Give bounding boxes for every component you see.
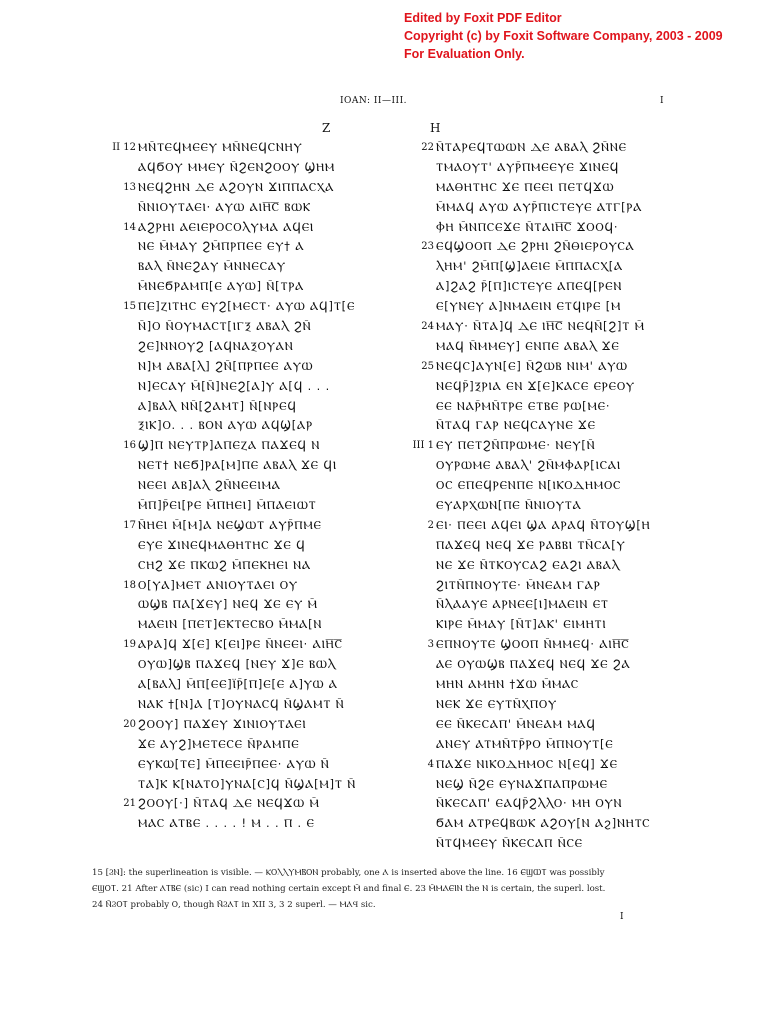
text-line <box>100 436 400 456</box>
coptic-text: Ⲁ]ⲂⲀⲖ ⲚⲚ̄[ϨⲀⲘⲦ] Ⲛ̄[ⲚⲢⲈϤ <box>138 399 297 413</box>
coptic-text: ⲚⲀⲔ †[Ⲛ]Ⲁ [Ⲧ]ⲞⲨⲚⲀⲤϤ Ⲛ̄ϢⲀⲘⲦ Ⲛ̄ <box>138 697 345 711</box>
coptic-text: ⲀⲢⲀ]Ϥ Ϫ[Ⲉ] Ⲕ[ⲈⲒ]ⲢⲈ Ⲛ̄ⲚⲈⲈⲒ· ⲀⲒⲎ̅Ⲥ̅ <box>138 638 343 652</box>
text-line <box>398 357 698 377</box>
coptic-text: Ⲉ[ⲨⲚⲈⲨ Ⲁ]ⲚⲘⲀⲈⲒⲚ ⲈⲦϤⲒⲢⲈ [Ⲙ <box>436 300 622 314</box>
coptic-text: ⲘⲀϤ Ⲛ̄ⲘⲘⲈⲨ] ⲈⲚⲠⲈ ⲀⲂⲀⲖ ϪⲈ <box>436 339 620 353</box>
text-line <box>100 357 400 377</box>
coptic-text: ⲈⲈ ⲚⲀⲢ̄ⲘⲚ̄ⲦⲢⲈ ⲈⲦⲂⲈ ⲢⲰ[ⲘⲈ· <box>436 399 611 413</box>
text-line <box>100 257 400 277</box>
left-text-column <box>100 138 400 834</box>
coptic-text: Ⲛ̄ⲎⲈⲒ Ⲙ̄[Ⲙ]Ⲁ ⲚⲈϢⲰⲦ ⲀⲨⲢ̄ⲠⲘⲈ <box>138 518 322 532</box>
text-line <box>398 755 698 775</box>
coptic-text: ⲚⲈϤⲢ̄]ⲜⲢⲒⲀ ⲈⲚ Ϫ[Ⲉ]ⲔⲀⲤⲈ ⲈⲢⲈⲞⲨ <box>436 379 635 393</box>
text-line <box>398 476 698 496</box>
text-line <box>100 675 400 695</box>
text-line <box>398 178 698 198</box>
text-line <box>398 655 698 675</box>
verse-number: 14 <box>123 221 136 233</box>
text-line <box>398 436 698 456</box>
coptic-text: Ⲟ[ⲨⲀ]ⲘⲈⲦ ⲀⲚⲒⲞⲨⲦⲀⲈⲒ ⲞⲨ <box>138 578 298 592</box>
text-line <box>100 516 400 536</box>
coptic-text: ϨⲞⲞⲨ] ⲠⲀϪⲈⲨ ϪⲒⲚⲒⲞⲨⲦⲀⲈⲒ <box>138 717 307 731</box>
coptic-text: ϬⲀⲘ ⲀⲦⲢⲈϤⲂⲰⲔ ⲀϨⲞⲨ[Ⲛ Ⲁϩ]ⲚⲎⲦⲤ <box>436 817 651 831</box>
coptic-text: Ⲛ̄ⲦⲀⲢⲈϤⲦⲰⲰⲚ ⲆⲈ ⲀⲂⲀⲖ ϨⲚ̄ⲚⲈ <box>436 141 627 154</box>
text-line <box>100 576 400 596</box>
coptic-text: ⲪⲎ Ⲙ̄ⲚⲠⲤⲈϪⲈ Ⲛ̄ⲦⲀⲒⲎ̅Ⲥ̅ ϪⲞⲞϤ· <box>436 220 619 234</box>
verse-number: 21 <box>123 798 136 810</box>
coptic-text: Ⲁ[ⲂⲀⲖ] Ⲙ̄Ⲡ[ⲈⲈ]Ⲓ̈Ⲣ̄[Ⲡ]Ⲉ[Ⲉ Ⲁ]ⲨⲰ Ⲁ <box>138 678 338 692</box>
text-line <box>100 695 400 715</box>
coptic-text: ⲈⲨⲀⲢⲬⲰⲚ[ⲠⲈ Ⲛ̄ⲚⲒⲞⲨⲦⲀ <box>436 499 582 513</box>
text-line <box>100 337 400 357</box>
coptic-text: ⲈϤϢⲞⲞⲠ ⲆⲈ ϨⲢⲎⲒ ϨⲚ̄ⲐⲒⲈⲢⲞⲨⲤⲀ <box>436 240 635 254</box>
running-title: IOAN: II—III. <box>340 96 408 106</box>
text-line <box>398 456 698 476</box>
text-line <box>398 715 698 735</box>
text-line <box>398 397 698 417</box>
coptic-text: Ϣ]Ⲡ ⲚⲈⲨⲦⲢ]ⲀⲠⲈⲌⲀ ⲠⲀϪⲈϤ Ⲛ <box>138 439 321 453</box>
text-line <box>100 456 400 476</box>
coptic-text: Ⲛ̄ⲔⲈⲤⲀⲠ' ⲈⲀϤⲢ̄ϨⲖⲖⲞ· ⲘⲎ ⲞⲨⲚ <box>436 797 623 811</box>
text-line <box>100 138 400 158</box>
coptic-text: Ⲛ]Ⲙ ⲀⲂⲀ[Ⲗ] ϨⲚ̄[ⲠⲢⲠⲈⲈ ⲀⲨⲰ <box>138 359 314 373</box>
coptic-text: ⲰϢⲂ ⲠⲀ[ϪⲈⲨ] ⲚⲈϤ ϪⲈ ⲈⲨ Ⲙ̄ <box>138 598 318 612</box>
text-line <box>398 317 698 337</box>
text-line <box>398 576 698 596</box>
verse-number: 25 <box>421 360 434 372</box>
coptic-text: ⲞⲤ ⲈⲠⲈϤⲢⲈⲚⲠⲈ Ⲛ[ⲒⲔⲞⲆⲎⲘⲞⲤ <box>436 479 622 493</box>
verse-number: 23 <box>421 241 434 253</box>
text-line <box>100 715 400 735</box>
coptic-text: Ⲙ̄ⲘⲀϤ ⲀⲨⲰ ⲀⲨⲢ̄ⲠⲒⲤⲦⲈⲨⲈ ⲀⲦⲄ[ⲢⲀ <box>436 200 643 214</box>
coptic-text: ⲚⲈϤⲤ]ⲀⲨⲚ[Ⲉ] Ⲛ̄ϨⲰⲂ ⲚⲒⲘ' ⲀⲨⲰ <box>436 359 628 373</box>
coptic-text: ϨⲈ]ⲚⲚⲞⲨϨ [ⲀϤⲚⲀⲜⲞⲨⲀⲚ <box>138 339 294 353</box>
evaluation-watermark <box>404 9 764 63</box>
coptic-text: ⲈⲨ ⲠⲈⲦϨⲚ̄ⲠⲢⲰⲘⲈ· ⲚⲈⲨ[Ⲛ̄ <box>436 439 596 453</box>
coptic-text: Ⲛ̄]Ⲟ Ⲛ̄ⲞⲨⲘⲀⲤⲦ[ⲒⲄⲜ ⲀⲂⲀⲖ ϨⲚ̄ <box>138 320 312 334</box>
coptic-text: ⲘⲀⲐⲎⲦⲎⲤ ϪⲈ ⲠⲈⲈⲒ ⲠⲈⲦϤϪⲰ <box>436 180 615 194</box>
coptic-text: Ⲛ̄ⲦϤⲘⲈⲈⲨ Ⲛ̄ⲔⲈⲤⲀⲠ Ⲛ̄ⲤⲈ <box>436 837 583 851</box>
text-line <box>100 317 400 337</box>
coptic-text: Ⲛ̄ⲦⲀϤ ⲄⲀⲢ ⲚⲈϤⲤⲀⲨⲚⲈ ϪⲈ <box>436 419 596 433</box>
footnote-line-2: ⲈϢⲞⲦ. 21 After ⲀⲦⲂⲈ (sic) I can read nothing certain except Ⲙ̄ and final Ⲉ. 23 Ⲙ̄ⲘⲀⲈⲒⲚ the Ⲛ is certain, the superl. lost. <box>92 884 606 894</box>
coptic-text: ⲘⲀⲈⲒⲚ [ⲠⲈⲦ]ⲈⲔⲦⲈⲤⲂⲞ Ⲙ̄ⲘⲀ[Ⲛ <box>138 618 323 632</box>
coptic-text: ⲠⲀϪⲈ ⲚⲒⲔⲞⲆⲎⲘⲞⲤ Ⲛ[ⲈϤ] ϪⲈ <box>436 757 618 771</box>
coptic-text: ⲚⲈϢ Ⲛ̄ϨⲈ ⲈⲨⲚⲀϪⲠⲀⲠⲢⲰⲘⲈ <box>436 777 608 791</box>
coptic-text: ϨⲒⲦⲚ̄ⲠⲚⲞⲨⲦⲈ· Ⲙ̄ⲚⲈⲀⲘ ⲄⲀⲢ <box>436 578 601 592</box>
text-line <box>100 615 400 635</box>
coptic-text: Ⲙ̄ⲚⲈϬⲢⲀⲘⲠ[Ⲉ ⲀⲨⲰ] Ⲛ̄[ⲦⲢⲀ <box>138 280 305 294</box>
verse-number: 18 <box>123 579 136 591</box>
page-number: I <box>660 96 665 106</box>
text-line <box>398 834 698 854</box>
text-line <box>398 536 698 556</box>
text-line <box>398 297 698 317</box>
text-line <box>398 675 698 695</box>
coptic-text: Ⲙ̄Ⲡ]Ⲣ̄ⲈⲒ[ⲢⲈ Ⲙ̄ⲠⲎⲈⲒ] Ⲙ̄ⲠⲀⲈⲒⲰⲦ <box>138 499 317 513</box>
verse-number: 13 <box>123 181 136 193</box>
text-line <box>398 556 698 576</box>
coptic-text: ⲀϨⲢⲎⲒ ⲀⲈⲒⲈⲢⲞⲤⲞⲖⲨⲘⲀ ⲀϤⲈⲒ <box>138 220 315 234</box>
coptic-text: ⲜⲒⲔ]Ⲟ. . . ⲂⲞⲚ ⲀⲨⲰ ⲀϤϢ[ⲀⲢ <box>138 419 313 433</box>
coptic-text: ⲘⲎⲚ ⲀⲘⲎⲚ †ϪⲰ Ⲙ̄ⲘⲀⲤ <box>436 678 580 692</box>
coptic-text: ⲤⲎϨ ϪⲈ ⲠⲔⲰϨ Ⲙ̄ⲠⲈⲔⲎⲈⲒ ⲚⲀ <box>138 558 311 572</box>
coptic-text: ⲚⲈϤϨⲎⲚ ⲆⲈ ⲀϨⲞⲨⲚ ϪⲒⲠⲠⲀⲤⲬⲀ <box>138 180 335 194</box>
coptic-text: ⲦⲘⲀⲞⲨⲦ' ⲀⲨⲢ̄ⲠⲘⲈⲈⲨⲈ ϪⲒⲚⲈϤ <box>436 160 620 174</box>
verse-number: II 12 <box>112 142 136 153</box>
footnote-line-1: 15 [ϨⲚ]: the superlineation is visible. — ⲔⲞⲖⲖⲨⲘⲂⲞⲚ probably, one Ⲁ is inserted above the line. 16 ⲈϢⲰⲦ was possibly <box>92 868 605 878</box>
text-line <box>100 536 400 556</box>
text-line <box>398 198 698 218</box>
coptic-text: ⲚⲈⲈⲒ ⲀⲂ]ⲀⲖ ϨⲚ̄ⲚⲈⲈⲒⲘⲀ <box>138 479 281 493</box>
verse-number: 19 <box>123 639 136 651</box>
coptic-text: ⲈⲠⲚⲞⲨⲦⲈ ϢⲞⲞⲠ Ⲛ̄ⲘⲘⲈϤ· ⲀⲒⲎ̅Ⲥ̅ <box>436 638 630 652</box>
coptic-text: ⲀϤϬⲞⲨ ⲘⲘⲈⲨ Ⲛ̄ϨⲈⲚϨⲞⲞⲨ ϢⲎⲘ <box>138 160 336 174</box>
text-line <box>398 794 698 814</box>
text-line <box>100 476 400 496</box>
text-line <box>398 257 698 277</box>
text-line <box>398 775 698 795</box>
text-line <box>398 377 698 397</box>
signature-mark: I <box>620 912 624 922</box>
verse-number: 24 <box>421 321 434 333</box>
verse-number: 4 <box>427 758 434 770</box>
left-column-title: Z <box>322 121 331 135</box>
coptic-text: ⲀⲚⲈⲨ ⲀⲦⲘⲚ̄ⲦⲢ̄ⲢⲞ Ⲙ̄ⲠⲚⲞⲨⲦ[Ⲉ <box>436 737 614 751</box>
coptic-text: Ⲛ]ⲈⲤⲀⲨ Ⲙ̄[Ⲛ̄]ⲚⲈϨ[Ⲁ]Ⲩ Ⲁ[Ϥ . . . <box>138 379 331 393</box>
coptic-text: ⲞⲨⲰ]ϢⲂ ⲠⲀϪⲈϤ [ⲚⲈⲨ Ϫ]Ⲉ ⲂⲰⲖ <box>138 658 336 672</box>
text-line <box>398 595 698 615</box>
coptic-text: ⲂⲀⲖ Ⲛ̄ⲚⲈϨⲀⲨ Ⲙ̄ⲚⲚⲈⲤⲀⲨ <box>138 260 286 274</box>
text-line <box>100 595 400 615</box>
coptic-text: ⲘⲀⲤ ⲀⲦⲂⲈ . . . . ! Ⲙ . . Ⲡ . Ⲉ <box>138 817 315 831</box>
text-line <box>100 635 400 655</box>
text-line <box>398 735 698 755</box>
text-line <box>100 237 400 257</box>
text-line <box>100 277 400 297</box>
coptic-text: ⲘⲚ̄ⲦⲈϤⲘⲈⲈⲨ ⲘⲚ̄ⲚⲈϤⲤⲚⲎⲨ <box>138 141 303 154</box>
text-line <box>100 397 400 417</box>
text-line <box>398 416 698 436</box>
verse-number: 2 <box>427 519 434 531</box>
right-column-title: H <box>430 121 441 135</box>
coptic-text: ⲀⲈ ⲞⲨⲰϢⲂ ⲠⲀϪⲈϤ ⲚⲈϤ ϪⲈ ϨⲀ <box>436 658 631 672</box>
footnote-line-3: 24 Ⲛ̄ϨⲞⲦ probably Ⲟ, though Ⲛ̄ϨⲀⲦ in XII 3, 3 2 superl. — ⲘⲀϤ sic. <box>92 900 376 910</box>
coptic-text: ⲦⲀ]Ⲕ Ⲕ[ⲚⲀⲦⲞ]ⲨⲚⲀ[Ⲥ]Ϥ Ⲛ̄ϢⲀ[Ⲙ]Ⲧ Ⲛ̄ <box>138 777 357 791</box>
text-line <box>100 775 400 795</box>
coptic-text: ⲚⲈ Ⲙ̄ⲘⲀⲨ ϨⲘ̄ⲠⲢⲠⲈⲈ ⲈⲨ† Ⲁ <box>138 240 305 254</box>
text-line <box>398 138 698 158</box>
watermark-line-2: Copyright (c) by Foxit Software Company, 2003 - 2009 <box>404 29 723 43</box>
verse-number: 17 <box>123 519 136 531</box>
text-line <box>100 655 400 675</box>
right-text-column <box>398 138 698 854</box>
text-line <box>100 814 400 834</box>
text-line <box>100 218 400 238</box>
text-line <box>100 178 400 198</box>
text-line <box>398 218 698 238</box>
text-line <box>398 158 698 178</box>
coptic-text: ⲚⲈ ϪⲈ Ⲛ̄ⲦⲔⲞⲨⲤⲀϨ ⲈⲀϨⲒ ⲀⲂⲀⲖ <box>436 558 621 572</box>
running-header <box>0 96 768 112</box>
text-line <box>398 516 698 536</box>
text-line <box>398 814 698 834</box>
coptic-text: ⲠⲀϪⲈϤ ⲚⲈϤ ϪⲈ ⲢⲀⲂⲂⲒ ⲦⲚ̄ⲤⲀ[Ⲩ <box>436 538 626 552</box>
text-line <box>100 297 400 317</box>
text-line <box>100 755 400 775</box>
coptic-text: ⲠⲈ]ⲌⲒⲦⲎⲤ ⲈⲨϨ[ⲘⲈⲤⲦ· ⲀⲨⲰ ⲀϤ]Ⲧ[Ⲉ <box>138 300 356 314</box>
text-line <box>398 237 698 257</box>
coptic-text: ⲖⲎⲘ' ϨⲘ̄Ⲡ[Ϣ]ⲀⲈⲒⲈ Ⲙ̄ⲠⲠⲀⲤⲬ[Ⲁ <box>436 260 624 274</box>
text-line <box>398 277 698 297</box>
coptic-text: Ⲛ̄ⲚⲒⲞⲨⲦⲀⲈⲒ· ⲀⲨⲰ ⲀⲒⲎ̅Ⲥ̅ ⲂⲰⲔ <box>138 200 311 214</box>
coptic-text: ⲞⲨⲢⲰⲘⲈ ⲀⲂⲀⲖ' ϨⲚ̄ⲘⲪⲀⲢ[ⲒⲤⲀⲒ <box>436 459 622 473</box>
footnotes <box>92 865 676 913</box>
text-line <box>100 496 400 516</box>
coptic-text: ⲘⲀⲨ· Ⲛ̄ⲦⲀ]Ϥ ⲆⲈ ⲒⲎ̅Ⲥ̅ ⲚⲈϤⲚ̄[Ϩ]Ⲧ Ⲙ̄ <box>436 320 645 334</box>
coptic-text: Ⲛ̄ⲖⲀⲀⲨⲈ ⲀⲢⲚⲈⲈ[Ⲓ]ⲘⲀⲈⲒⲚ ⲈⲦ <box>436 598 609 612</box>
text-line <box>398 695 698 715</box>
verse-number: 22 <box>421 142 434 153</box>
coptic-text: ⲈⲒ· ⲠⲈⲈⲒ ⲀϤⲈⲒ ϢⲀ ⲀⲢⲀϤ Ⲛ̄ⲦⲞⲨϢ[Ⲏ <box>436 518 651 532</box>
text-line <box>398 337 698 357</box>
coptic-text: ⲈⲈ Ⲛ̄ⲔⲈⲤⲀⲠ' Ⲙ̄ⲚⲈⲀⲘ ⲘⲀϤ <box>436 717 596 731</box>
coptic-text: ⲚⲈⲔ ϪⲈ ⲈⲨⲦⲚ̄ⲬⲠⲞⲨ <box>436 697 558 711</box>
coptic-text: ϨⲞⲞⲨ[·] Ⲛ̄ⲦⲀϤ ⲆⲈ ⲚⲈϤϪⲰ Ⲙ̄ <box>138 797 320 811</box>
verse-number: 3 <box>427 639 434 651</box>
watermark-line-1: Edited by Foxit PDF Editor <box>404 11 562 25</box>
coptic-text: ϪⲈ ⲀⲨϨ]ⲘⲈⲦⲈⲤⲈ Ⲛ̄ⲢⲀⲘⲠⲈ <box>138 737 300 751</box>
coptic-text: ⲔⲒⲢⲈ Ⲙ̄ⲘⲀⲨ [Ⲛ̄Ⲧ]ⲀⲔ' ⲈⲒⲘⲎⲦⲒ <box>436 618 607 632</box>
verse-number: 16 <box>123 440 136 452</box>
text-line <box>100 735 400 755</box>
text-line <box>398 496 698 516</box>
coptic-text: ⲈⲨⲈ ϪⲒⲚⲈϤⲘⲀⲐⲎⲦⲎⲤ ϪⲈ Ϥ <box>138 538 306 552</box>
text-line <box>100 198 400 218</box>
text-line <box>100 377 400 397</box>
text-line <box>100 416 400 436</box>
coptic-text: ⲈⲨⲔⲰ[ⲦⲈ] Ⲙ̄ⲠⲈⲈⲒⲢ̄ⲠⲈⲈ· ⲀⲨⲰ Ⲛ̄ <box>138 757 330 771</box>
verse-number: 15 <box>123 301 136 313</box>
verse-number: 20 <box>123 718 136 730</box>
watermark-line-3: For Evaluation Only. <box>404 47 525 61</box>
coptic-text: Ⲁ]ϨⲀϨ Ⲣ̄[Ⲡ]ⲒⲤⲦⲈⲨⲈ ⲀⲠⲈϤ[ⲢⲈⲚ <box>436 280 623 294</box>
verse-number: III 1 <box>412 440 434 452</box>
text-line <box>398 635 698 655</box>
coptic-text: ⲚⲈⲦ† ⲚⲈϬ]ⲢⲀ[Ⲙ]ⲠⲈ ⲀⲂⲀⲖ ϪⲈ ϤⲒ <box>138 459 337 473</box>
text-line <box>100 556 400 576</box>
text-line <box>100 794 400 814</box>
text-line <box>100 158 400 178</box>
text-line <box>398 615 698 635</box>
